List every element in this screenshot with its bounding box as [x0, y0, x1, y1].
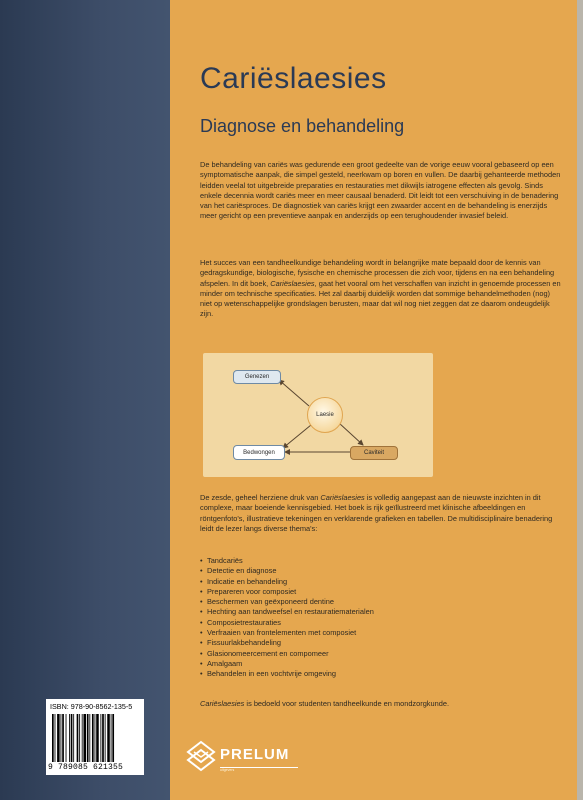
theme-item: • Behandelen in een vochtvrije omgeving [200, 669, 374, 679]
isbn-number: ISBN: 978-90-8562-135-5 [50, 702, 133, 711]
book-title-inline: Cariëslaesies [200, 699, 245, 708]
node-genezen: Genezen [233, 370, 281, 384]
theme-item: • Detectie en diagnose [200, 566, 374, 576]
body-paragraph: Het succes van een tandheelkundige behandeling wordt in belangrijke mate bepaald door de kennis van gedragskundige, biologische, fysische en chemische processen die zich voor, tijdens en na een behandeling afspelen. In dit boek, Cariëslaesies, gaat het vooral om het verschaffen van inzicht in genoemde processen en minder om technische specificaties. Het zal daarbij duidelijk worden dat sommige behandelmethoden (nog) niet op wetenschappelijke grondslagen berusten, maar dat wil nog niet zeggen dat ze daarom ondeugdelijk zijn. [200, 258, 561, 319]
node-bedwongen: Bedwongen [233, 445, 285, 460]
theme-item: • Hechting aan tandweefsel en restauratiematerialen [200, 607, 374, 617]
barcode-icon [52, 714, 138, 762]
book-title-inline: Cariëslaesies [320, 493, 365, 502]
caries-process-diagram [203, 353, 433, 477]
theme-item: • Amalgaam [200, 659, 374, 669]
book-title-inline: Cariëslaesies [270, 278, 315, 288]
intro-paragraph: De behandeling van cariës was gedurende een groot gedeelte van de vorige eeuw vooral gebaseerd op een symptomatische aanpak, die simpel gesteld, neerkwam op boren en vullen. De daarbij gehanteerde methoden leidden veelal tot uitgebreide preparaties en restauraties met dikwijls iatrogene effecten als gevolg. Sinds enkele decennia wordt cariës meer en meer causaal benaderd. Dit leidt tot een verschuiving in de benadering van het cariësproces. De diagnostiek van cariës krijgt een zwaarder accent en de behandeling is enerzijds meer gericht op een preventieve aanpak en anderzijds op een terughoudender invasief beleid. [200, 160, 561, 221]
publisher-tagline: uitgevers [220, 767, 298, 774]
barcode-digits: 9 789085 621355 [48, 763, 124, 772]
arrow-laesie-to-genezen [279, 380, 309, 406]
arrow-laesie-to-caviteit [339, 423, 363, 445]
theme-list [200, 556, 374, 680]
publisher-name: PRELUM [220, 746, 290, 763]
theme-item: • Tandcariës [200, 556, 374, 566]
isbn-barcode-block [46, 699, 144, 775]
theme-item: • Composietrestauraties [200, 618, 374, 628]
audience-note: Cariëslaesies is bedoeld voor studenten tandheelkunde en mondzorgkunde. [200, 699, 449, 708]
theme-item: • Verfraaien van frontelementen met composiet [200, 628, 374, 638]
publisher-logo-block [186, 740, 326, 780]
page-edge [577, 0, 583, 800]
theme-item: • Indicatie en behandeling [200, 577, 374, 587]
theme-item: • Glasionomeercement en compomeer [200, 649, 374, 659]
book-title: Cariëslaesies [200, 62, 387, 95]
publisher-logo-icon [186, 740, 216, 776]
theme-item: • Fissuurlakbehandeling [200, 638, 374, 648]
book-subtitle: Diagnose en behandeling [200, 116, 405, 136]
edition-paragraph: De zesde, geheel herziene druk van Cariëslaesies is volledig aangepast aan de nieuwste inzichten in dit complexe, maar boeiende kennisgebied. Het boek is rijk geïllustreerd met klinische afbeeldingen en röntgenfoto's, illustratieve tekeningen en verklarende grafieken en tabellen. De multidisciplinaire benadering leidt de lezer langs diverse thema's: [200, 493, 553, 533]
cover-blue-band [0, 0, 170, 800]
node-laesie: Laesie [307, 397, 343, 433]
theme-item: • Beschermen van geëxponeerd dentine [200, 597, 374, 607]
arrow-laesie-to-bedwongen [283, 425, 311, 448]
theme-item: • Prepareren voor composiet [200, 587, 374, 597]
node-caviteit: Caviteit [350, 446, 398, 460]
